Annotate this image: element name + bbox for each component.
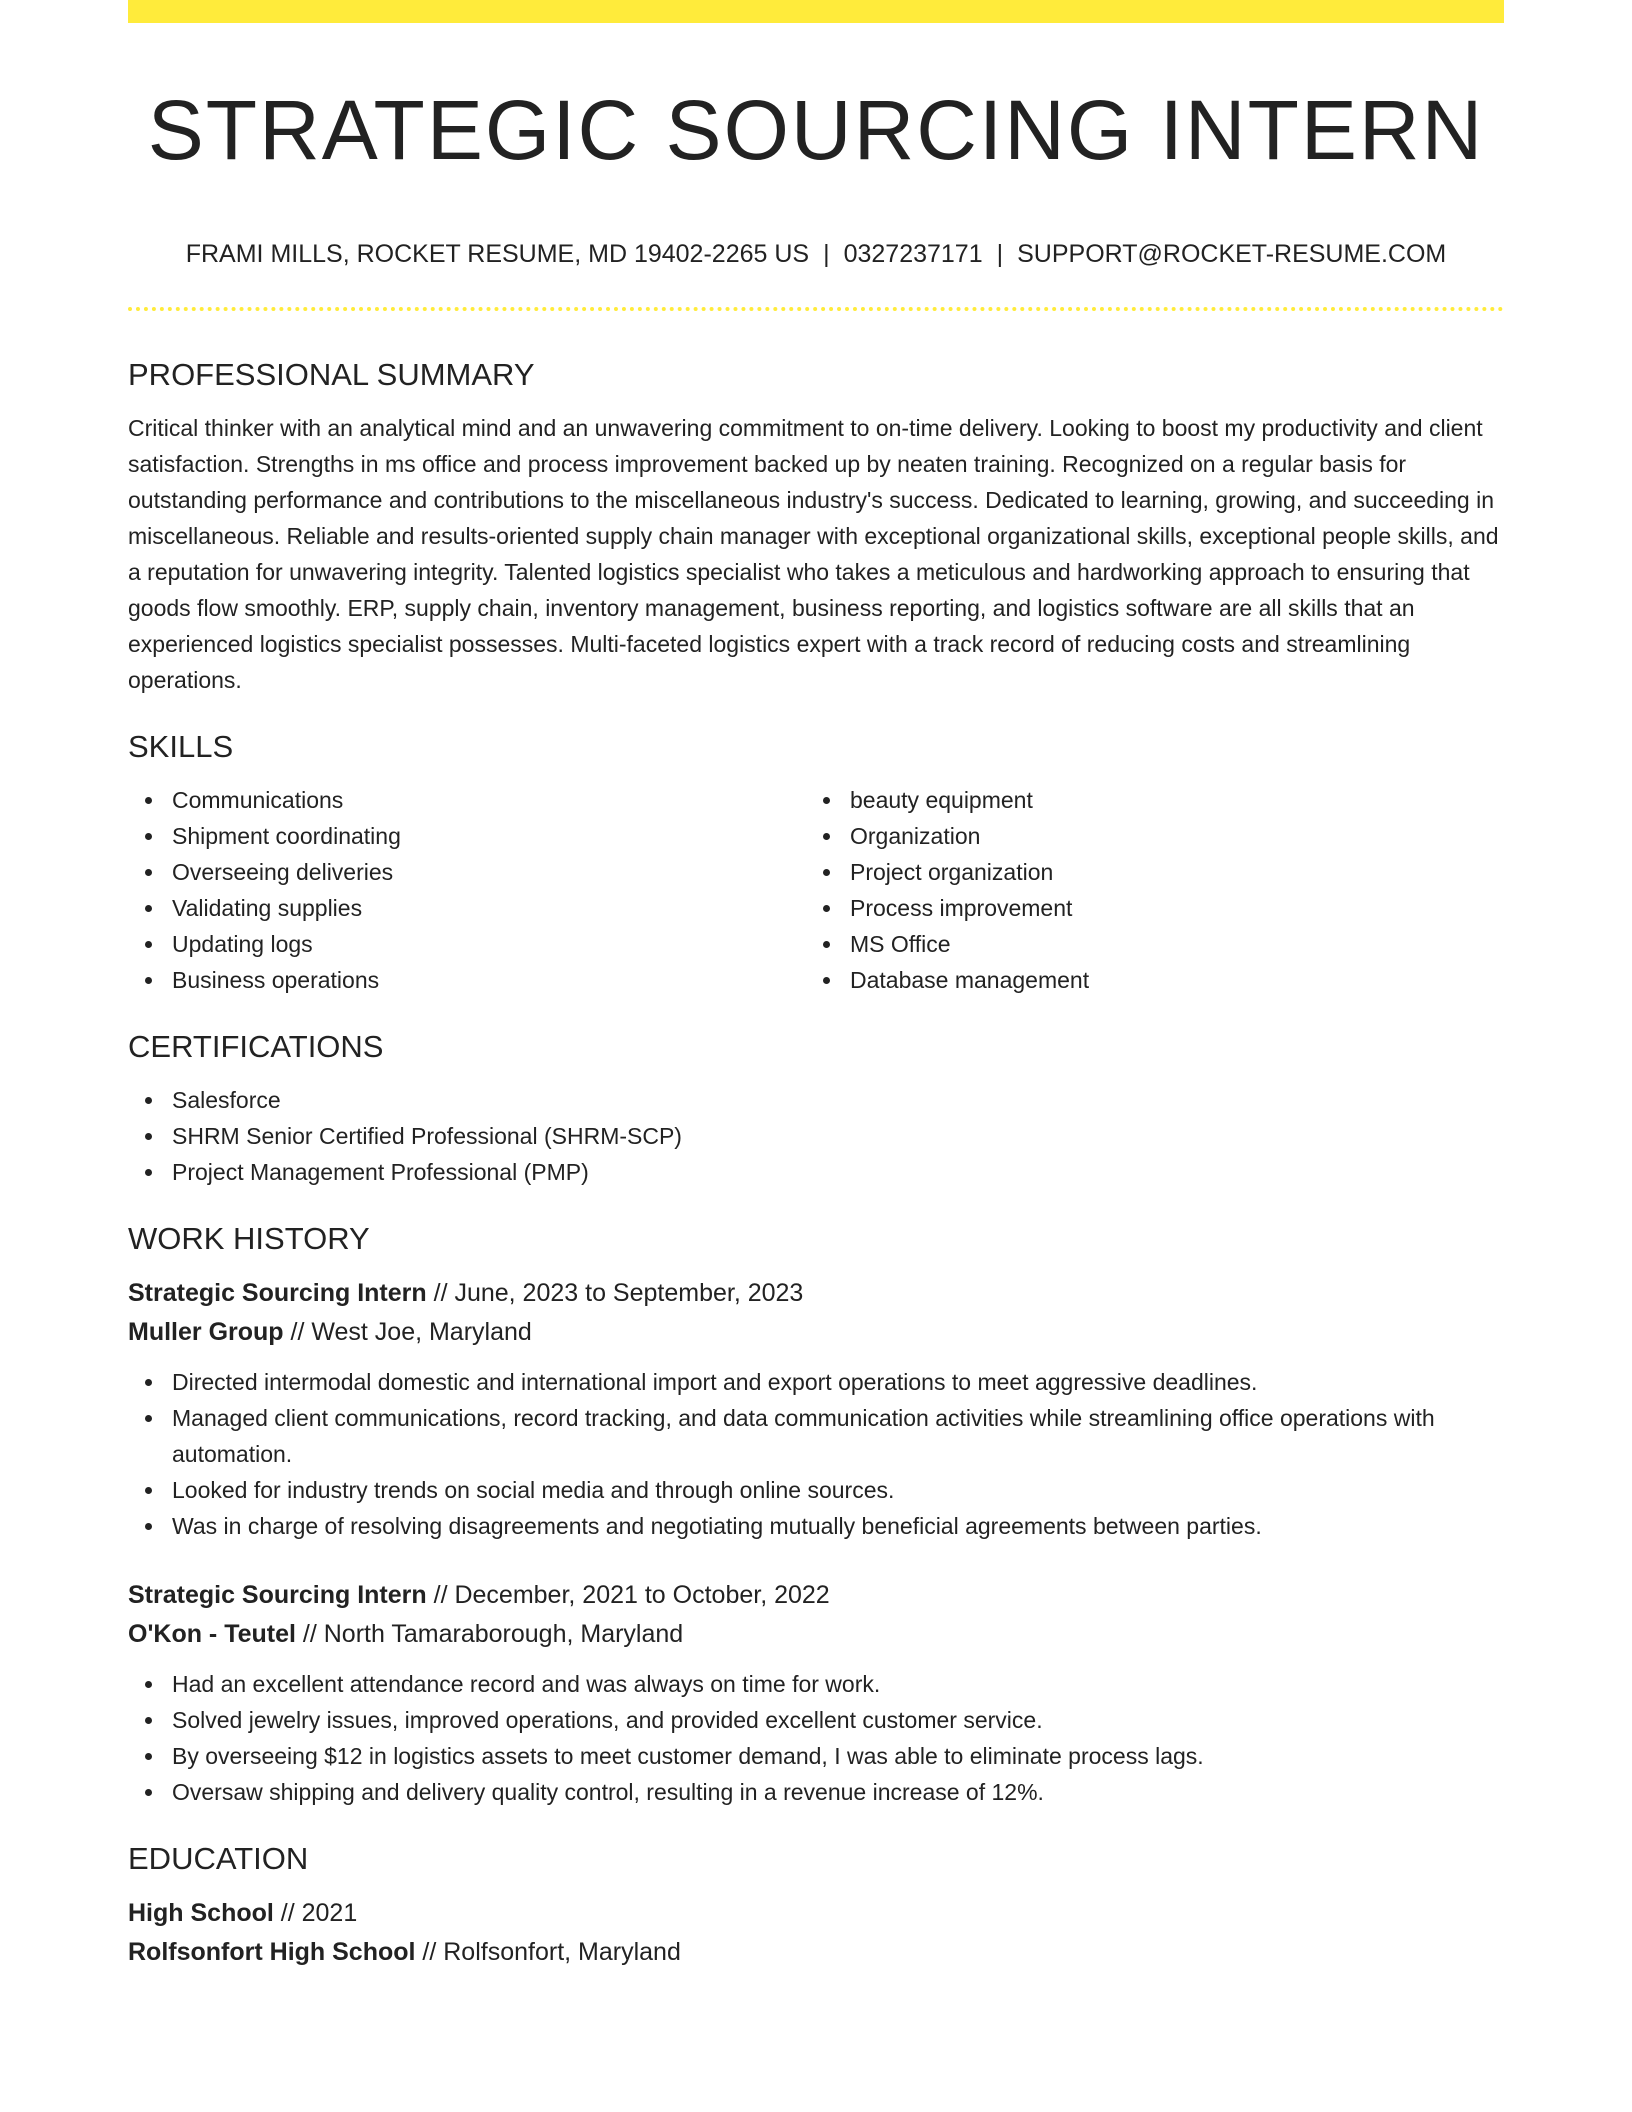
job-location: // West Joe, Maryland — [283, 1318, 532, 1346]
resume-content — [128, 354, 1504, 2000]
skill-item: Project organization — [806, 854, 1484, 890]
job-company-line — [128, 1313, 1504, 1352]
summary-section — [128, 354, 1504, 698]
education-degree: High School — [128, 1899, 274, 1927]
education-school-line — [128, 1933, 1504, 1972]
dotted-divider — [128, 307, 1504, 311]
resume-title: STRATEGIC SOURCING INTERN — [147, 83, 1485, 177]
top-accent-bar — [128, 0, 1504, 23]
job-title: Strategic Sourcing Intern — [128, 1581, 427, 1609]
education-section — [128, 1838, 1504, 1972]
skill-item: Updating logs — [128, 926, 806, 962]
job-bullet: Directed intermodal domestic and international import and export operations to meet aggressive deadlines. — [128, 1364, 1504, 1400]
skill-item: Shipment coordinating — [128, 818, 806, 854]
skill-item: Validating supplies — [128, 890, 806, 926]
job-bullet: By overseeing $12 in logistics assets to meet customer demand, I was able to eliminate process lags. — [128, 1738, 1504, 1774]
contact-phone: 0327237171 — [843, 240, 983, 268]
skills-heading: SKILLS — [128, 729, 234, 764]
job-bullet: Was in charge of resolving disagreements and negotiating mutually beneficial agreements between parties. — [128, 1508, 1504, 1544]
skill-item: Overseeing deliveries — [128, 854, 806, 890]
job-bullet: Managed client communications, record tracking, and data communication activities while streamlining office operations with automation. — [128, 1400, 1504, 1472]
work-history-section — [128, 1218, 1504, 1810]
education-location: // Rolfsonfort, Maryland — [415, 1938, 681, 1966]
job-company: Muller Group — [128, 1318, 284, 1346]
contact-separator: | — [823, 240, 830, 268]
certifications-list — [128, 1082, 1504, 1190]
job-bullets — [128, 1666, 1504, 1810]
education-degree-line — [128, 1894, 1504, 1933]
job-title-line — [128, 1274, 1504, 1313]
summary-text: Critical thinker with an analytical mind and an unwavering commitment to on-time delivery. Looking to boost my productivity and client satisfaction. Strengths in ms office and process improvement backed up by neaten training. Recognized on a regular basis for outstanding performance and contributions to the miscellaneous industry's success. Dedicated to learning, growing, and succeeding in miscellaneous. Reliable and results-oriented supply chain manager with exceptional organizational skills, exceptional people skills, and a reputation for unwavering integrity. Talented logistics specialist who takes a meticulous and hardworking approach to ensuring that goods flow smoothly. ERP, supply chain, inventory management, business reporting, and logistics software are all skills that an experienced logistics specialist possesses. Multi-faceted logistics expert with a track record of reducing costs and streamlining operations. — [128, 415, 1499, 693]
work-history-heading: WORK HISTORY — [128, 1221, 370, 1256]
skills-columns — [128, 782, 1504, 998]
job-title: Strategic Sourcing Intern — [128, 1279, 427, 1307]
job-dates: // June, 2023 to September, 2023 — [426, 1279, 804, 1307]
job-location: // North Tamaraborough, Maryland — [295, 1620, 684, 1648]
skill-item: MS Office — [806, 926, 1484, 962]
summary-heading: PROFESSIONAL SUMMARY — [128, 357, 535, 392]
skill-item: Process improvement — [806, 890, 1484, 926]
contact-email: SUPPORT@ROCKET-RESUME.COM — [1017, 240, 1447, 268]
job-company-line — [128, 1615, 1504, 1654]
certification-item: SHRM Senior Certified Professional (SHRM-SCP) — [128, 1118, 1504, 1154]
job-entry — [128, 1274, 1504, 1544]
skill-item: Communications — [128, 782, 806, 818]
job-bullet: Had an excellent attendance record and was always on time for work. — [128, 1666, 1504, 1702]
job-dates: // December, 2021 to October, 2022 — [426, 1581, 830, 1609]
education-heading: EDUCATION — [128, 1841, 309, 1876]
job-bullet: Solved jewelry issues, improved operations, and provided excellent customer service. — [128, 1702, 1504, 1738]
skills-section — [128, 726, 1504, 998]
job-bullet: Oversaw shipping and delivery quality control, resulting in a revenue increase of 12%. — [128, 1774, 1504, 1810]
skill-item: Business operations — [128, 962, 806, 998]
contact-line — [128, 236, 1504, 272]
skills-list-left — [128, 782, 806, 998]
certification-item: Salesforce — [128, 1082, 1504, 1118]
skill-item: Organization — [806, 818, 1484, 854]
job-title-line — [128, 1576, 1504, 1615]
job-company: O'Kon - Teutel — [128, 1620, 296, 1648]
job-bullets — [128, 1364, 1504, 1544]
resume-page — [128, 0, 1504, 2112]
job-bullet: Looked for industry trends on social media and through online sources. — [128, 1472, 1504, 1508]
certifications-section — [128, 1026, 1504, 1190]
education-school: Rolfsonfort High School — [128, 1938, 416, 1966]
skill-item: beauty equipment — [806, 782, 1484, 818]
certification-item: Project Management Professional (PMP) — [128, 1154, 1504, 1190]
education-year: // 2021 — [273, 1899, 358, 1927]
certifications-heading: CERTIFICATIONS — [128, 1029, 384, 1064]
contact-address: FRAMI MILLS, ROCKET RESUME, MD 19402-2265 US — [185, 240, 810, 268]
contact-separator: | — [996, 240, 1004, 268]
job-entry — [128, 1576, 1504, 1810]
skills-list-right — [806, 782, 1484, 998]
skill-item: Database management — [806, 962, 1484, 998]
